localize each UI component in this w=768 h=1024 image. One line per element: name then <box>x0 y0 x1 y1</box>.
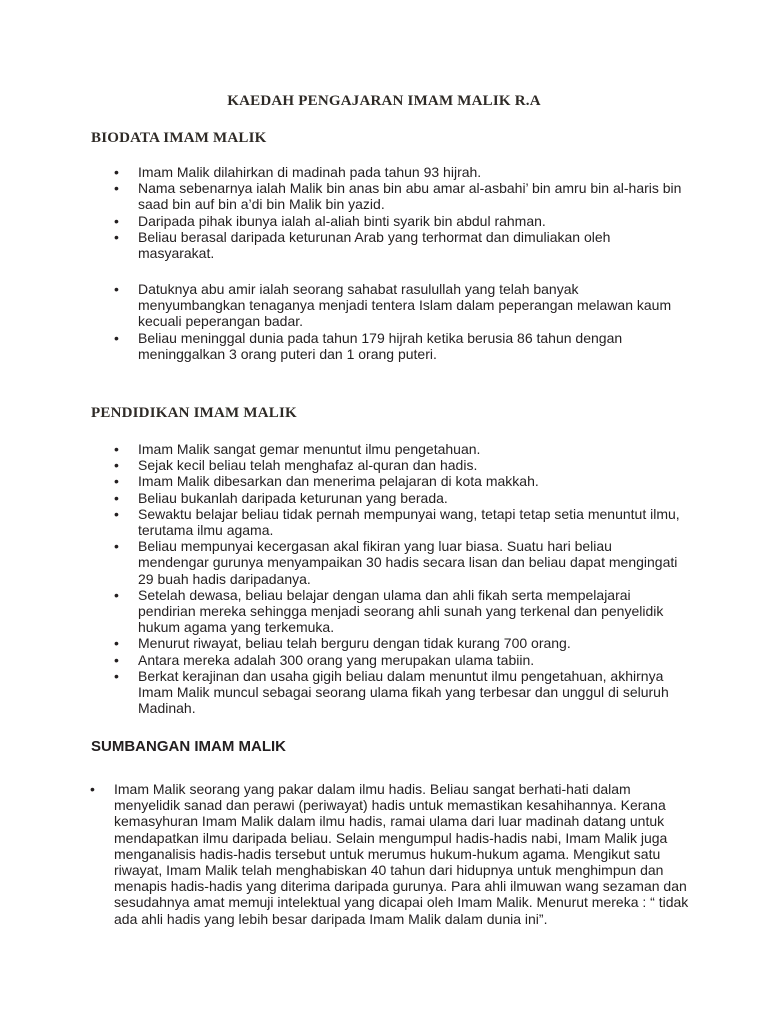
bullet-icon: • <box>114 281 119 297</box>
pendidikan-list <box>114 441 684 716</box>
list-item-text: Imam Malik seorang yang pakar dalam ilmu hadis. Beliau sangat berhati-hati dalam menyelidik sanad dan perawi (periwayat) hadis untuk memastikan kesahihannya. Kerana kemasyhuran Imam Malik dalam ilmu hadis, ramai ulama dari luar madinah datang untuk mendapatkan ilmu daripada beliau. Selain mengumpul hadis-hadis nabi, Imam Malik juga menganalisis hadis-hadis tersebut untuk merumus hukum-hukum agama. Mengikut satu riwayat, Imam Malik telah menghabiskan 40 tahun dari hidupnya untuk menghimpun dan menapis hadis-hadis yang diterima daripada gurunya. Para ahli ilmuwan wang sezaman dan sesudahnya amat memuji intelektual yang dicapai oleh Imam Malik. Menurut mereka : “ tidak ada ahli hadis yang lebih besar daripada Imam Malik dalam dunia ini”. <box>114 781 689 927</box>
list-item-text: Antara mereka adalah 300 orang yang merupakan ulama tabiin. <box>138 651 535 668</box>
bullet-icon: • <box>114 505 119 522</box>
bullet-icon: • <box>114 473 119 490</box>
list-item <box>114 587 684 636</box>
bullet-icon: • <box>114 180 119 197</box>
biodata-list <box>114 164 684 261</box>
list-item <box>114 538 684 587</box>
list-item <box>114 164 684 180</box>
sumbangan-list <box>90 781 690 927</box>
list-item-text: Sejak kecil beliau telah menghafaz al-quran dan hadis. <box>138 457 478 474</box>
list-item-text: Imam Malik dibesarkan dan menerima pelajaran di kota makkah. <box>138 473 539 490</box>
list-item-text: Beliau berasal daripada keturunan Arab yang terhormat dan dimuliakan oleh masyarakat. <box>138 228 611 262</box>
list-item <box>114 180 684 212</box>
list-item-text: Daripada pihak ibunya ialah al-aliah binti syarik bin abdul rahman. <box>138 212 546 229</box>
list-item <box>114 635 684 651</box>
list-item-text: Setelah dewasa, beliau belajar dengan ulama dan ahli fikah serta mempelajarai pendirian mereka sehingga menjadi seorang ahli sunah yang terkenal dan penyelidik hukum agama yang terkemuka. <box>138 586 664 636</box>
section-heading-pendidikan: PENDIDIKAN IMAM MALIK <box>91 405 297 421</box>
bullet-icon: • <box>90 781 95 797</box>
list-item <box>114 473 684 489</box>
list-item <box>90 781 690 927</box>
bullet-icon: • <box>114 489 119 506</box>
list-item-text: Berkat kerajinan dan usaha gigih beliau dalam menuntut ilmu pengetahuan, akhirnya Imam Malik muncul sebagai seorang ulama fikah yang terbesar dan unggul di seluruh Madinah. <box>138 667 669 717</box>
list-item <box>114 490 684 506</box>
bullet-icon: • <box>114 651 119 668</box>
list-item <box>114 457 684 473</box>
bullet-icon: • <box>114 228 119 245</box>
bullet-icon: • <box>114 667 119 684</box>
bullet-icon: • <box>114 329 119 346</box>
list-item-text: Nama sebenarnya ialah Malik bin anas bin abu amar al-asbahi’ bin amru bin al-haris bin saad bin auf bin a’di bin Malik bin yazid. <box>138 180 682 213</box>
biodata-list-continued <box>114 281 684 362</box>
list-item <box>114 213 684 229</box>
bullet-icon: • <box>114 164 119 180</box>
document-title: KAEDAH PENGAJARAN IMAM MALIK R.A <box>227 93 541 109</box>
section-heading-sumbangan: SUMBANGAN IMAM MALIK <box>91 738 286 755</box>
list-item-text: Menurut riwayat, beliau telah berguru dengan tidak kurang 700 orang. <box>138 635 571 652</box>
list-item-text: Imam Malik dilahirkan di madinah pada tahun 93 hijrah. <box>138 164 482 180</box>
list-item-text: Imam Malik sangat gemar menuntut ilmu pengetahuan. <box>138 441 481 457</box>
bullet-icon: • <box>114 538 119 555</box>
list-item <box>114 441 684 457</box>
list-item-text: Beliau mempunyai kecergasan akal fikiran yang luar biasa. Suatu hari beliau mendengar gurunya menyampaikan 30 hadis secara lisan dan beliau dapat mengingati 29 buah hadis daripadanya. <box>138 538 678 587</box>
list-item <box>114 229 684 261</box>
bullet-icon: • <box>114 635 119 652</box>
section-heading-biodata: BIODATA IMAM MALIK <box>91 130 267 146</box>
list-item <box>114 330 684 362</box>
bullet-icon: • <box>114 457 119 474</box>
list-item-text: Beliau meninggal dunia pada tahun 179 hijrah ketika berusia 86 tahun dengan meninggalkan 3 orang puteri dan 1 orang puteri. <box>138 329 623 362</box>
list-item <box>114 506 684 538</box>
bullet-icon: • <box>114 441 119 457</box>
list-item-text: Datuknya abu amir ialah seorang sahabat rasulullah yang telah banyak menyumbangkan tenaganya menjadi tentera Islam dalam peperangan melawan kaum kecuali peperangan badar. <box>138 281 672 330</box>
list-item-text: Beliau bukanlah daripada keturunan yang berada. <box>138 489 448 506</box>
list-item <box>114 652 684 668</box>
bullet-icon: • <box>114 212 119 229</box>
list-item <box>114 668 684 717</box>
list-item <box>114 281 684 330</box>
bullet-icon: • <box>114 586 119 603</box>
list-item-text: Sewaktu belajar beliau tidak pernah mempunyai wang, tetapi tetap setia menuntut ilmu, terutama ilmu agama. <box>138 505 680 539</box>
